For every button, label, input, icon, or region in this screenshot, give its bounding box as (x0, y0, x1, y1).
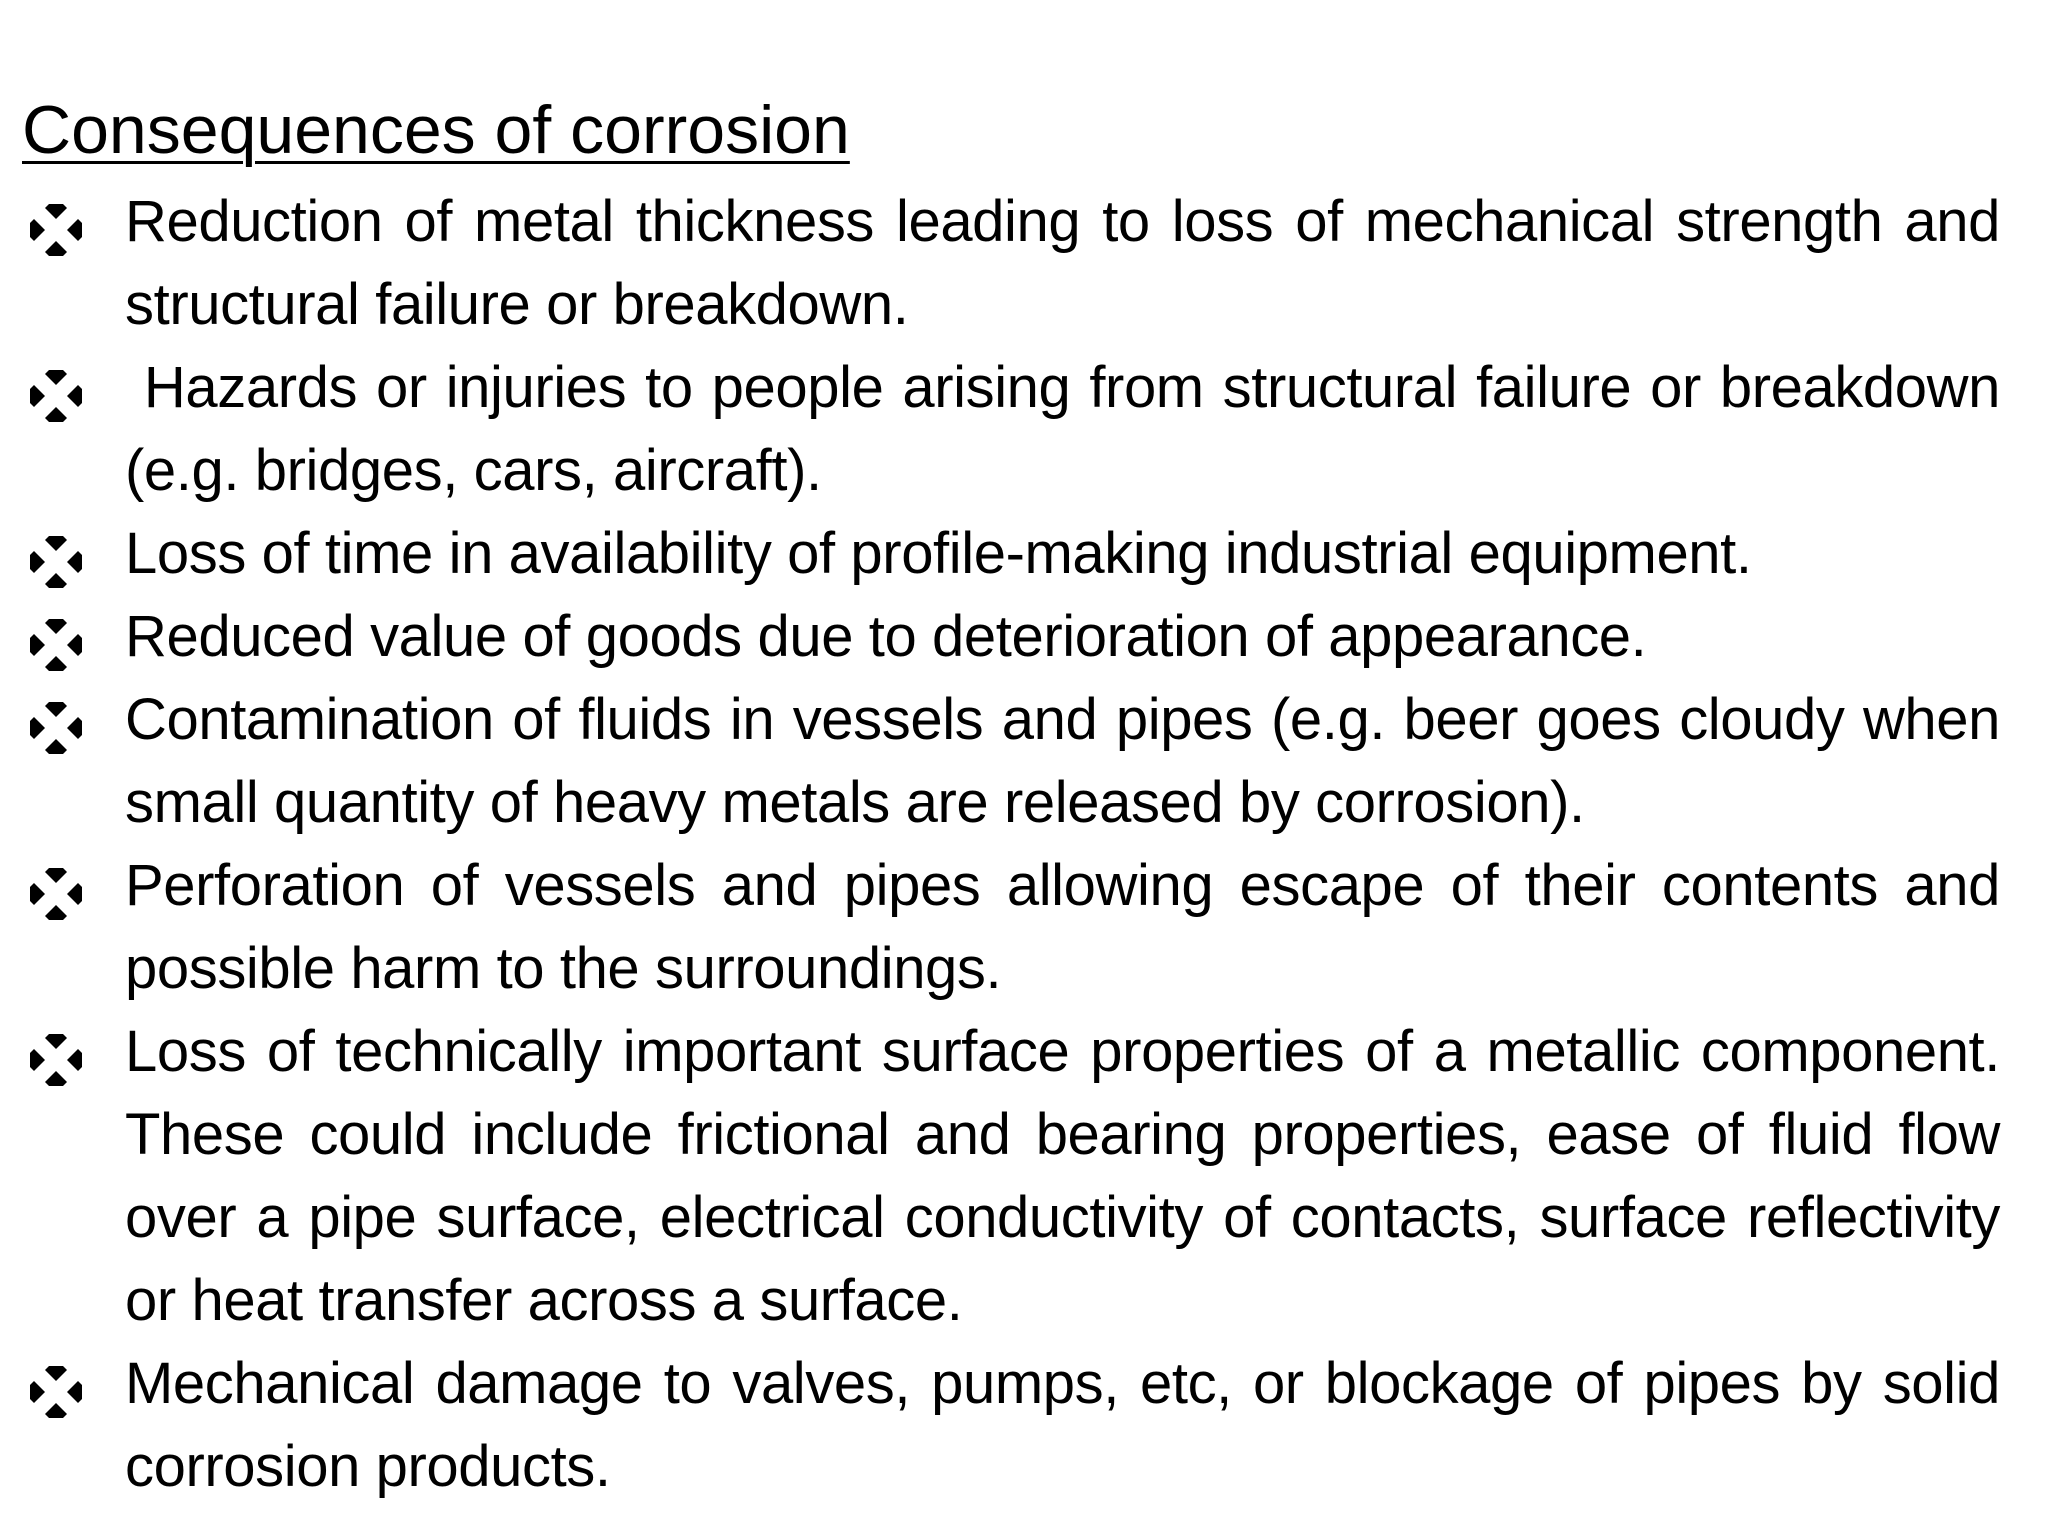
diamond-3 (67, 551, 82, 573)
bullet-item (22, 1010, 2000, 1342)
diamond-3 (67, 385, 82, 407)
four-diamond-bullet-icon-shape (30, 619, 82, 671)
bullet-item (22, 595, 2000, 678)
four-diamond-bullet-icon (30, 868, 82, 920)
diamond-2 (30, 717, 45, 739)
bullet-text: Reduction of metal thickness leading to loss of mechanical strength and structural failure or breakdown. (125, 189, 2000, 337)
four-diamond-bullet-icon-shape (30, 1034, 82, 1086)
diamond-1 (45, 868, 67, 883)
diamond-3 (67, 634, 82, 656)
four-diamond-bullet-icon-shape (30, 536, 82, 588)
diamond-3 (67, 717, 82, 739)
four-diamond-bullet-icon (30, 204, 82, 256)
diamond-4 (45, 1403, 67, 1418)
slide-title: Consequences of corrosion (22, 92, 850, 168)
four-diamond-bullet-icon (30, 619, 82, 671)
diamond-3 (67, 1049, 82, 1071)
diamond-3 (67, 219, 82, 241)
four-diamond-bullet-icon-shape (30, 370, 82, 422)
bullet-text: Contamination of fluids in vessels and pipes (e.g. beer goes cloudy when small quantity of heavy metals are released by corrosion). (125, 687, 2000, 835)
diamond-2 (30, 385, 45, 407)
diamond-3 (67, 1381, 82, 1403)
four-diamond-bullet-icon (30, 702, 82, 754)
bullet-text: Mechanical damage to valves, pumps, etc, or blockage of pipes by solid corrosion products. (125, 1351, 2000, 1499)
diamond-2 (30, 1381, 45, 1403)
bullet-text: Perforation of vessels and pipes allowing escape of their contents and possible harm to the surroundings. (125, 853, 2000, 1001)
diamond-1 (45, 536, 67, 551)
bullet-item (22, 512, 2000, 595)
diamond-1 (45, 619, 67, 634)
diamond-2 (30, 883, 45, 905)
four-diamond-bullet-icon-shape (30, 204, 82, 256)
bullet-item (22, 678, 2000, 844)
diamond-2 (30, 219, 45, 241)
four-diamond-bullet-icon (30, 1366, 82, 1418)
bullet-item (22, 180, 2000, 346)
four-diamond-bullet-icon-shape (30, 702, 82, 754)
bullet-list (22, 180, 2016, 1508)
diamond-1 (45, 370, 67, 385)
four-diamond-bullet-icon-shape (30, 1366, 82, 1418)
diamond-4 (45, 573, 67, 588)
four-diamond-bullet-icon (30, 370, 82, 422)
diamond-1 (45, 702, 67, 717)
diamond-1 (45, 204, 67, 219)
four-diamond-bullet-icon-shape (30, 868, 82, 920)
bullet-text: Loss of technically important surface properties of a metallic component. These could include frictional and bearing properties, ease of fluid flow over a pipe surface, electrical conductivity of contacts, surface reflectivity or heat transfer across a surface. (125, 1019, 2000, 1333)
diamond-2 (30, 634, 45, 656)
diamond-1 (45, 1366, 67, 1381)
diamond-4 (45, 241, 67, 256)
diamond-2 (30, 551, 45, 573)
bullet-text: Hazards or injuries to people arising from structural failure or breakdown (e.g. bridges, cars, aircraft). (125, 355, 2016, 503)
diamond-3 (67, 883, 82, 905)
bullet-item (22, 346, 2016, 512)
bullet-item (22, 1342, 2000, 1508)
bullet-text: Reduced value of goods due to deterioration of appearance. (125, 604, 1647, 669)
four-diamond-bullet-icon (30, 536, 82, 588)
diamond-4 (45, 407, 67, 422)
diamond-4 (45, 656, 67, 671)
four-diamond-bullet-icon (30, 1034, 82, 1086)
bullet-text: Loss of time in availability of profile-making industrial equipment. (125, 521, 1752, 586)
diamond-2 (30, 1049, 45, 1071)
diamond-4 (45, 739, 67, 754)
diamond-4 (45, 1071, 67, 1086)
diamond-1 (45, 1034, 67, 1049)
diamond-4 (45, 905, 67, 920)
bullet-item (22, 844, 2000, 1010)
